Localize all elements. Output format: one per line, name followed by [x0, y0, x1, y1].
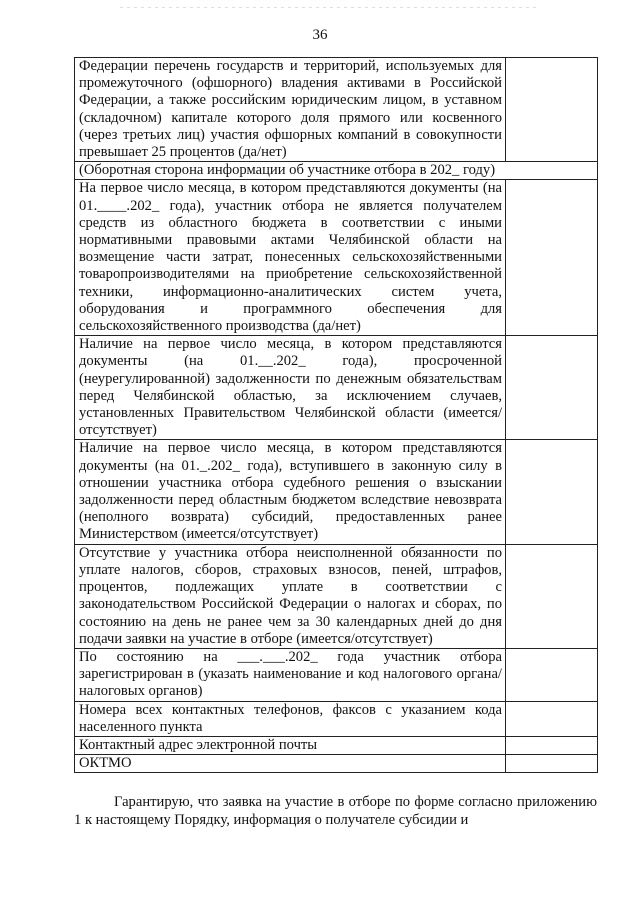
table-row-offshore: [75, 58, 598, 162]
row-question: Наличие на первое число месяца, в котором представляются документы (на 01.__.202_ года), просроченной (неурегулированной) задолженности по денежным обязательствам перед Челябинской областью, за исключением случаев, установленных Правительством Челябинской области (имеется/отсутствует): [75, 336, 506, 440]
table-row-tax-obligations: [75, 544, 598, 648]
row-question: ОКТМО: [75, 755, 506, 773]
row-answer-cell[interactable]: [506, 701, 598, 736]
row-question: Наличие на первое число месяца, в котором представляются документы (на 01._.202_ года), вступившего в законную силу в отношении участника отбора судебного решения о взыскании задолженности перед областным бюджетом вследствие невозврата (неполного возврата) субсидий, предоставленных ранее Министерством (имеется/отсутствует): [75, 440, 506, 544]
table-row-court-decision: [75, 440, 598, 544]
table-row-email: [75, 736, 598, 754]
table-row-not-recipient: [75, 180, 598, 336]
table-row-section-header: [75, 162, 598, 180]
row-answer-cell[interactable]: [506, 336, 598, 440]
row-answer-cell[interactable]: [506, 648, 598, 701]
table-row-phones: [75, 701, 598, 736]
row-answer-cell[interactable]: [506, 736, 598, 754]
row-question: На первое число месяца, в котором представляются документы (на 01.____.202_ года), участник отбора не является получателем средств из областного бюджета в соответствии с иными нормативными правовыми актами Челябинской области на возмещение части затрат, понесенных сельскохозяйственными товаропроизводителями на приобретение сельскохозяйственной техники, информационно-аналитических систем учета, оборудования и программного обеспечения для сельскохозяйственного производства (да/нет): [75, 180, 506, 336]
table-row-tax-authority: [75, 648, 598, 701]
scan-artifact: [120, 7, 540, 8]
page-number: 36: [312, 27, 328, 43]
section-header: (Оборотная сторона информации об участнике отбора в 202_ году): [75, 162, 598, 180]
participant-info-table: [74, 57, 598, 773]
row-question: Номера всех контактных телефонов, факсов с указанием кода населенного пункта: [75, 701, 506, 736]
table-row-oktmo: [75, 755, 598, 773]
table-row-overdue-debt: [75, 336, 598, 440]
row-answer-cell[interactable]: [506, 755, 598, 773]
row-question: По состоянию на ___.___.202_ года участник отбора зарегистрирован в (указать наименование и код налогового органа/налоговых органов): [75, 648, 506, 701]
row-question: Федерации перечень государств и территорий, используемых для промежуточного (офшорного) владения активами в Российской Федерации, а также российским юридическим лицом, в уставном (складочном) капитале которого доля прямого или косвенного (через третьих лиц) участия офшорных компаний в совокупности превышает 25 процентов (да/нет): [75, 58, 506, 162]
row-question: Контактный адрес электронной почты: [75, 736, 506, 754]
row-answer-cell[interactable]: [506, 180, 598, 336]
row-question: Отсутствие у участника отбора неисполненной обязанности по уплате налогов, сборов, страховых взносов, пеней, штрафов, процентов, подлежащих уплате в соответствии с законодательством Российской Федерации о налогах и сборах, по состоянию на день не ранее чем за 30 календарных дней до дня подачи заявки на участие в отборе (имеется/отсутствует): [75, 544, 506, 648]
row-answer-cell[interactable]: [506, 58, 598, 162]
guarantee-paragraph: Гарантирую, что заявка на участие в отборе по форме согласно приложению 1 к настоящему Порядку, информация о получателе субсидии и: [74, 794, 597, 828]
row-answer-cell[interactable]: [506, 440, 598, 544]
row-answer-cell[interactable]: [506, 544, 598, 648]
